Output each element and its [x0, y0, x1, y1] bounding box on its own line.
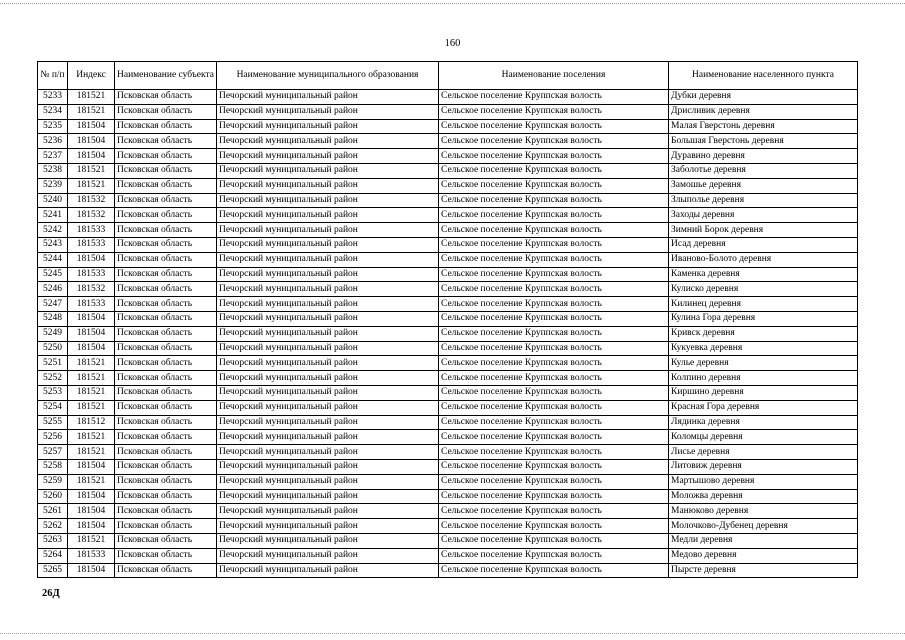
- cell-locality: Заходы деревня: [669, 208, 858, 223]
- cell-locality: Лисье деревня: [669, 445, 858, 460]
- cell-locality: Кулина Гора деревня: [669, 311, 858, 326]
- cell-locality: Кукуевка деревня: [669, 341, 858, 356]
- cell-index: 181521: [68, 474, 115, 489]
- page-number: 160: [444, 38, 461, 49]
- cell-locality: Мартышово деревня: [669, 474, 858, 489]
- cell-settlement: Сельское поселение Круппская волость: [439, 326, 669, 341]
- cell-number: 5259: [38, 474, 68, 489]
- cell-subject: Псковская область: [115, 356, 217, 371]
- cell-locality: Каменка деревня: [669, 267, 858, 282]
- table-row: [38, 208, 858, 223]
- cell-locality: Малая Гверстонь деревня: [669, 119, 858, 134]
- cell-number: 5238: [38, 163, 68, 178]
- cell-index: 181504: [68, 489, 115, 504]
- cell-locality: Коломцы деревня: [669, 430, 858, 445]
- table-row: [38, 252, 858, 267]
- cell-locality: Медли деревня: [669, 533, 858, 548]
- cell-settlement: Сельское поселение Круппская волость: [439, 341, 669, 356]
- cell-settlement: Сельское поселение Круппская волость: [439, 223, 669, 238]
- table-row: [38, 326, 858, 341]
- cell-number: 5256: [38, 430, 68, 445]
- cell-subject: Псковская область: [115, 326, 217, 341]
- cell-municipality: Печорский муниципальный район: [217, 563, 439, 578]
- cell-subject: Псковская область: [115, 282, 217, 297]
- cell-subject: Псковская область: [115, 489, 217, 504]
- cell-settlement: Сельское поселение Круппская волость: [439, 311, 669, 326]
- cell-settlement: Сельское поселение Круппская волость: [439, 548, 669, 563]
- cell-municipality: Печорский муниципальный район: [217, 282, 439, 297]
- table-row: [38, 297, 858, 312]
- cell-number: 5235: [38, 119, 68, 134]
- cell-locality: Лядинка деревня: [669, 415, 858, 430]
- cell-municipality: Печорский муниципальный район: [217, 519, 439, 534]
- cell-number: 5239: [38, 178, 68, 193]
- table-row: [38, 489, 858, 504]
- cell-municipality: Печорский муниципальный район: [217, 267, 439, 282]
- table-row: [38, 341, 858, 356]
- table-body: [38, 90, 858, 578]
- cell-settlement: Сельское поселение Круппская волость: [439, 297, 669, 312]
- header-row: [38, 62, 858, 90]
- cell-index: 181521: [68, 163, 115, 178]
- table-row: [38, 533, 858, 548]
- cell-municipality: Печорский муниципальный район: [217, 341, 439, 356]
- cell-index: 181504: [68, 563, 115, 578]
- cell-index: 181504: [68, 311, 115, 326]
- cell-number: 5247: [38, 297, 68, 312]
- cell-subject: Псковская область: [115, 193, 217, 208]
- cell-subject: Псковская область: [115, 445, 217, 460]
- cell-settlement: Сельское поселение Круппская волость: [439, 149, 669, 164]
- cell-subject: Псковская область: [115, 430, 217, 445]
- cell-subject: Псковская область: [115, 208, 217, 223]
- table-row: [38, 223, 858, 238]
- header-number: № п/п: [38, 62, 68, 90]
- cell-locality: Кривск деревня: [669, 326, 858, 341]
- cell-municipality: Печорский муниципальный район: [217, 326, 439, 341]
- table-header: [38, 62, 858, 90]
- cell-number: 5248: [38, 311, 68, 326]
- cell-settlement: Сельское поселение Круппская волость: [439, 90, 669, 105]
- cell-index: 181504: [68, 504, 115, 519]
- cell-subject: Псковская область: [115, 223, 217, 238]
- cell-subject: Псковская область: [115, 371, 217, 386]
- cell-settlement: Сельское поселение Круппская волость: [439, 400, 669, 415]
- cell-locality: Литовиж деревня: [669, 459, 858, 474]
- table-row: [38, 267, 858, 282]
- cell-number: 5258: [38, 459, 68, 474]
- table-row: [38, 519, 858, 534]
- table-row: [38, 178, 858, 193]
- cell-settlement: Сельское поселение Круппская волость: [439, 178, 669, 193]
- cell-index: 181504: [68, 149, 115, 164]
- cell-municipality: Печорский муниципальный район: [217, 474, 439, 489]
- cell-index: 181521: [68, 445, 115, 460]
- cell-settlement: Сельское поселение Круппская волость: [439, 163, 669, 178]
- table-row: [38, 149, 858, 164]
- cell-number: 5234: [38, 104, 68, 119]
- cell-locality: Исад деревня: [669, 237, 858, 252]
- cell-settlement: Сельское поселение Круппская волость: [439, 563, 669, 578]
- cell-subject: Псковская область: [115, 533, 217, 548]
- cell-subject: Псковская область: [115, 519, 217, 534]
- cell-index: 181533: [68, 548, 115, 563]
- cell-municipality: Печорский муниципальный район: [217, 445, 439, 460]
- cell-settlement: Сельское поселение Круппская волость: [439, 134, 669, 149]
- cell-index: 181532: [68, 208, 115, 223]
- cell-index: 181504: [68, 134, 115, 149]
- cell-index: 181504: [68, 252, 115, 267]
- cell-subject: Псковская область: [115, 267, 217, 282]
- cell-subject: Псковская область: [115, 178, 217, 193]
- cell-subject: Псковская область: [115, 548, 217, 563]
- cell-locality: Колпино деревня: [669, 371, 858, 386]
- table-row: [38, 163, 858, 178]
- cell-subject: Псковская область: [115, 163, 217, 178]
- cell-locality: Дрисливик деревня: [669, 104, 858, 119]
- cell-index: 181521: [68, 371, 115, 386]
- cell-index: 181504: [68, 519, 115, 534]
- cell-locality: Злыполье деревня: [669, 193, 858, 208]
- cell-number: 5245: [38, 267, 68, 282]
- cell-municipality: Печорский муниципальный район: [217, 489, 439, 504]
- cell-locality: Иваново-Болото деревня: [669, 252, 858, 267]
- cell-number: 5257: [38, 445, 68, 460]
- cell-settlement: Сельское поселение Круппская волость: [439, 282, 669, 297]
- cell-locality: Замошье деревня: [669, 178, 858, 193]
- cell-locality: Дуравино деревня: [669, 149, 858, 164]
- cell-subject: Псковская область: [115, 297, 217, 312]
- cell-locality: Кулиско деревня: [669, 282, 858, 297]
- cell-locality: Манюково деревня: [669, 504, 858, 519]
- cell-number: 5260: [38, 489, 68, 504]
- table-row: [38, 134, 858, 149]
- cell-municipality: Печорский муниципальный район: [217, 311, 439, 326]
- cell-settlement: Сельское поселение Круппская волость: [439, 193, 669, 208]
- cell-subject: Псковская область: [115, 149, 217, 164]
- cell-settlement: Сельское поселение Круппская волость: [439, 208, 669, 223]
- header-subject: Наименование субъекта: [115, 62, 217, 90]
- cell-index: 181504: [68, 326, 115, 341]
- table-row: [38, 548, 858, 563]
- cell-subject: Псковская область: [115, 474, 217, 489]
- cell-subject: Псковская область: [115, 134, 217, 149]
- table-row: [38, 400, 858, 415]
- cell-index: 181521: [68, 533, 115, 548]
- cell-settlement: Сельское поселение Круппская волость: [439, 489, 669, 504]
- cell-number: 5255: [38, 415, 68, 430]
- cell-index: 181521: [68, 385, 115, 400]
- cell-subject: Псковская область: [115, 400, 217, 415]
- cell-number: 5263: [38, 533, 68, 548]
- cell-number: 5244: [38, 252, 68, 267]
- cell-number: 5253: [38, 385, 68, 400]
- cell-locality: Дубки деревня: [669, 90, 858, 105]
- cell-settlement: Сельское поселение Круппская волость: [439, 385, 669, 400]
- cell-index: 181504: [68, 119, 115, 134]
- cell-subject: Псковская область: [115, 119, 217, 134]
- cell-subject: Псковская область: [115, 90, 217, 105]
- cell-index: 181533: [68, 237, 115, 252]
- cell-number: 5246: [38, 282, 68, 297]
- scan-edge-bottom: [0, 633, 905, 634]
- cell-settlement: Сельское поселение Круппская волость: [439, 356, 669, 371]
- table-row: [38, 237, 858, 252]
- table-row: [38, 104, 858, 119]
- table-row: [38, 415, 858, 430]
- cell-index: 181504: [68, 459, 115, 474]
- cell-municipality: Печорский муниципальный район: [217, 104, 439, 119]
- cell-settlement: Сельское поселение Круппская волость: [439, 504, 669, 519]
- cell-municipality: Печорский муниципальный район: [217, 252, 439, 267]
- cell-municipality: Печорский муниципальный район: [217, 223, 439, 238]
- cell-number: 5262: [38, 519, 68, 534]
- cell-index: 181521: [68, 104, 115, 119]
- cell-number: 5237: [38, 149, 68, 164]
- cell-subject: Псковская область: [115, 237, 217, 252]
- cell-municipality: Печорский муниципальный район: [217, 193, 439, 208]
- cell-number: 5252: [38, 371, 68, 386]
- cell-municipality: Печорский муниципальный район: [217, 178, 439, 193]
- cell-index: 181512: [68, 415, 115, 430]
- cell-settlement: Сельское поселение Круппская волость: [439, 252, 669, 267]
- cell-municipality: Печорский муниципальный район: [217, 297, 439, 312]
- cell-municipality: Печорский муниципальный район: [217, 385, 439, 400]
- cell-locality: Моложва деревня: [669, 489, 858, 504]
- cell-municipality: Печорский муниципальный район: [217, 237, 439, 252]
- cell-municipality: Печорский муниципальный район: [217, 400, 439, 415]
- cell-subject: Псковская область: [115, 311, 217, 326]
- header-index: Индекс: [68, 62, 115, 90]
- cell-locality: Пырсте деревня: [669, 563, 858, 578]
- table-row: [38, 445, 858, 460]
- cell-number: 5250: [38, 341, 68, 356]
- cell-settlement: Сельское поселение Круппская волость: [439, 459, 669, 474]
- cell-locality: Красная Гора деревня: [669, 400, 858, 415]
- table-row: [38, 385, 858, 400]
- cell-subject: Псковская область: [115, 563, 217, 578]
- cell-municipality: Печорский муниципальный район: [217, 163, 439, 178]
- cell-number: 5251: [38, 356, 68, 371]
- cell-subject: Псковская область: [115, 504, 217, 519]
- cell-locality: Кулье деревня: [669, 356, 858, 371]
- cell-settlement: Сельское поселение Круппская волость: [439, 104, 669, 119]
- header-locality: Наименование населенного пункта: [669, 62, 858, 90]
- cell-index: 181504: [68, 341, 115, 356]
- cell-index: 181521: [68, 356, 115, 371]
- cell-locality: Заболотье деревня: [669, 163, 858, 178]
- cell-municipality: Печорский муниципальный район: [217, 90, 439, 105]
- cell-locality: Большая Гверстонь деревня: [669, 134, 858, 149]
- cell-municipality: Печорский муниципальный район: [217, 356, 439, 371]
- cell-subject: Псковская область: [115, 104, 217, 119]
- cell-settlement: Сельское поселение Круппская волость: [439, 474, 669, 489]
- cell-locality: Медово деревня: [669, 548, 858, 563]
- cell-locality: Килинец деревня: [669, 297, 858, 312]
- cell-settlement: Сельское поселение Круппская волость: [439, 533, 669, 548]
- cell-municipality: Печорский муниципальный район: [217, 208, 439, 223]
- cell-municipality: Печорский муниципальный район: [217, 533, 439, 548]
- cell-settlement: Сельское поселение Круппская волость: [439, 119, 669, 134]
- cell-municipality: Печорский муниципальный район: [217, 548, 439, 563]
- cell-municipality: Печорский муниципальный район: [217, 430, 439, 445]
- cell-index: 181521: [68, 430, 115, 445]
- table-row: [38, 90, 858, 105]
- cell-subject: Псковская область: [115, 415, 217, 430]
- table-row: [38, 504, 858, 519]
- cell-index: 181521: [68, 90, 115, 105]
- table-row: [38, 430, 858, 445]
- cell-municipality: Печорский муниципальный район: [217, 415, 439, 430]
- header-municipality: Наименование муниципального образования: [217, 62, 439, 90]
- cell-locality: Молочково-Дубенец деревня: [669, 519, 858, 534]
- cell-settlement: Сельское поселение Круппская волость: [439, 445, 669, 460]
- table-row: [38, 311, 858, 326]
- cell-municipality: Печорский муниципальный район: [217, 504, 439, 519]
- cell-locality: Киршино деревня: [669, 385, 858, 400]
- cell-municipality: Печорский муниципальный район: [217, 371, 439, 386]
- table-row: [38, 356, 858, 371]
- table-row: [38, 193, 858, 208]
- header-settlement: Наименование поселения: [439, 62, 669, 90]
- cell-municipality: Печорский муниципальный район: [217, 119, 439, 134]
- table-row: [38, 474, 858, 489]
- cell-municipality: Печорский муниципальный район: [217, 134, 439, 149]
- cell-index: 181533: [68, 223, 115, 238]
- table-row: [38, 282, 858, 297]
- cell-number: 5264: [38, 548, 68, 563]
- cell-number: 5254: [38, 400, 68, 415]
- cell-subject: Псковская область: [115, 385, 217, 400]
- table-row: [38, 563, 858, 578]
- cell-index: 181521: [68, 178, 115, 193]
- cell-index: 181533: [68, 267, 115, 282]
- cell-number: 5249: [38, 326, 68, 341]
- table-row: [38, 459, 858, 474]
- cell-settlement: Сельское поселение Круппская волость: [439, 430, 669, 445]
- scan-edge-top: [0, 3, 905, 4]
- cell-index: 181532: [68, 193, 115, 208]
- cell-municipality: Печорский муниципальный район: [217, 459, 439, 474]
- cell-municipality: Печорский муниципальный район: [217, 149, 439, 164]
- cell-subject: Псковская область: [115, 252, 217, 267]
- settlements-table: [37, 61, 858, 578]
- cell-number: 5240: [38, 193, 68, 208]
- cell-number: 5236: [38, 134, 68, 149]
- cell-settlement: Сельское поселение Круппская волость: [439, 415, 669, 430]
- cell-settlement: Сельское поселение Круппская волость: [439, 519, 669, 534]
- cell-number: 5243: [38, 237, 68, 252]
- cell-locality: Зимний Борок деревня: [669, 223, 858, 238]
- cell-subject: Псковская область: [115, 459, 217, 474]
- cell-settlement: Сельское поселение Круппская волость: [439, 267, 669, 282]
- cell-index: 181532: [68, 282, 115, 297]
- cell-settlement: Сельское поселение Круппская волость: [439, 371, 669, 386]
- table-row: [38, 371, 858, 386]
- cell-index: 181533: [68, 297, 115, 312]
- cell-number: 5261: [38, 504, 68, 519]
- cell-number: 5233: [38, 90, 68, 105]
- cell-number: 5241: [38, 208, 68, 223]
- cell-index: 181521: [68, 400, 115, 415]
- cell-subject: Псковская область: [115, 341, 217, 356]
- footer-code: 26Д: [42, 588, 60, 599]
- table-row: [38, 119, 858, 134]
- cell-number: 5265: [38, 563, 68, 578]
- cell-number: 5242: [38, 223, 68, 238]
- cell-settlement: Сельское поселение Круппская волость: [439, 237, 669, 252]
